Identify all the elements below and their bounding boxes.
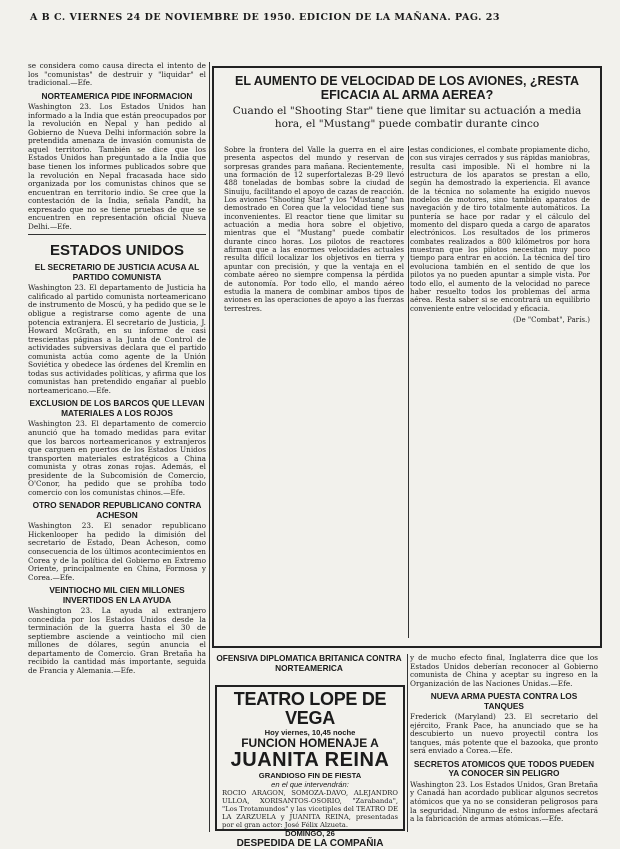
theatre-name: TEATRO LOPE DE VEGA — [233, 689, 387, 728]
feature-columns — [224, 146, 590, 638]
feature-box — [212, 66, 602, 648]
headline-justicia: EL SECRETARIO DE JUSTICIA ACUSA AL PARTIDO COMUNISTA — [34, 262, 200, 282]
theatre-cast: ROCIO ARAGON, SOMOZA-DAVO, ALEJANDRO ULLOA, XORISANTOS-OSORIO, "Zarabanda", "Los Trotamundos" y las vicetiples del TEATRO DE LA ZARZUELA y JUANITA REINA, presentadas por el gran actor: José Félix Alzueta. — [222, 789, 398, 829]
headline-senador: OTRO SENADOR REPUBLICANO CONTRA ACHESON — [32, 500, 202, 520]
column-rule — [408, 146, 409, 638]
article-barcos: Washington 23. El departamento de comercio anunció que ha tomado medidas para evitar que los barcos norteamericanos y extranjeros que carguen en puertos de los Estados Unidos transporten materiales estratégicos a China comunista y otras zonas rojas. Además, el presidente de la Subcomisión de Comercio, O'Conor, ha pedido que se prohíba todo comercio con los comunistas chinos.—Efe. — [28, 419, 206, 497]
theatre-time: Hoy viernes, 10,45 noche — [264, 728, 356, 737]
theatre-star: JUANITA REINA — [230, 749, 390, 771]
left-column — [28, 62, 206, 832]
theatre-date: DOMINGO, 26 — [285, 829, 335, 838]
headline-ofensiva: OFENSIVA DIPLOMATICA BRITANICA CONTRA NORTEAMERICA — [216, 653, 402, 673]
article-justicia: Washington 23. El departamento de Justicia ha calificado al partido comunista norteamericano de instrumento de Moscú, y ha pedido que se le obligue a registrarse como agente de una potencia extranjera. El secretario de Justicia, J. Howard McGrath, en su informe de casi trescientas páginas a la Junta de Control de actividades subversivas declara que el partido comunista actúa como agente de la Unión Soviética y obedece las órdenes del Kremlin en todas sus actividades políticas, y afirma que los comunistas han pretendido engañar al pueblo norteamericano.—Efe. — [28, 283, 206, 395]
column-rule — [209, 62, 210, 832]
right-top-text: y de mucho efecto final, Inglaterra dice que los Estados Unidos deberían reconocer al Gobierno comunista de China y aceptar su ingreso en la Organización de las Naciones Unidas.—Efe. — [410, 653, 598, 688]
feature-column-a — [224, 146, 404, 638]
feature-signature: (De "Combat", París.) — [513, 314, 590, 324]
article-ayuda: Washington 23. La ayuda al extranjero concedida por los Estados Unidos desde la terminación de la guerra hasta el 30 de septiembre asciende a veintiocho mil cien millones de dólares, según anuncia el departamento de Comercio. Gran Bretaña ha recibido la cantidad más importante, seguida de Francia y Alemania.—Efe. — [28, 606, 206, 676]
divider — [28, 234, 206, 235]
feature-text-b: estas condiciones, el combate propiamente dicho, con sus virajes cerrados y sus rápidas maniobras, resulta casi imposible. Ni el hombre ni la estructura de los aparatos se prestan a ello, según ha demostrado la experiencia. El avance de la técnica no solamente ha exigido nuevos modelos de motores, sino también aparatos de navegación y de tiro totalmente automáticos. La puntería se hace por radar y el cálculo del momento del disparo queda a cargo de aparatos electrónicos. Los resultados de los primeros combates realizados a 800 kilómetros por hora muestran que los pilotos necesitan muy poco tiempo para entrar en acción. La técnica del tiro evoluciona también en el sentido de que los pilotos ya no pueden apuntar a simple vista. Por todo ello, el aumento de la velocidad no parece haber resuelto todos los problemas del arma aérea. Resta saber si se encontrará un equilibrio conveniente entre velocidad y eficacia. — [410, 145, 590, 313]
article-senador: Washington 23. El senador republicano Hickenlooper ha pedido la dimisión del secretario de Estado, Dean Acheson, como consecuencia de los últimos acontecimientos en Corea y de la política del Gobierno en Extremo Oriente, principalmente en China, Formosa y Corea.—Efe. — [28, 521, 206, 582]
column-rule — [407, 654, 408, 832]
section-estados-unidos: ESTADOS UNIDOS — [50, 242, 184, 260]
headline-ayuda: VEINTIOCHO MIL CIEN MILLONES INVERTIDOS EN LA AYUDA — [49, 585, 185, 605]
headline-northamerica: NORTEAMERICA PIDE INFORMACION — [41, 90, 193, 101]
middle-news — [214, 654, 404, 684]
article-northamerica: Washington 23. Los Estados Unidos han informado a la India que están preocupados por la revolución en Nepal y han pedido al Gobierno de Nueva Delhi información sobre la pretendida amenaza de invasión comunista de aquel territorio. También se dice que los Estados Unidos han preguntado a la India que base tienen los informes publicados sobre que la revolución en Nepal fracasada hace sido organizada por los comunistas chinos que se encuentran en territorio indio. Se cree que la contestación de la India, señala Pandit, ha expresado que no se tiene pruebas de que se encuentren en representación oficial Nueva Delhi.—Efe. — [28, 102, 206, 231]
page-masthead: A B C. VIERNES 24 DE NOVIEMBRE DE 1950. EDICION DE LA MAÑANA. PAG. 23 — [30, 12, 500, 23]
feature-text-a: Sobre la frontera del Valle la guerra en el aire presenta aspectos del mundo y reservan de sorpresas grandes para mañana. Recientemente, una formación de 12 superfortalezas B-29 llevó 488 toneladas de bombas sobre la ciudad de Sinuiju, facilitando el apoyo de cazas de reacción. Los aviones "Shooting Star" y los "Mustang" han demostrado en Corea que la velocidad tiene sus inconvenientes. El reactor tiene que limitar su actuación a media hora sobre el objetivo, mientras que el "Mustang" puede combatir durante cinco horas. Los pilotos de reactores afirman que a las enormes velocidades actuales resulta difícil localizar los objetivos en tierra y apuntar con precisión, y que la ventaja en el combate aéreo no siempre compensa la pérdida de autonomía. Por todo ello, el mando aéreo estudia la manera de combinar ambos tipos de aviones en las operaciones de apoyo a las fuerzas terrestres. — [224, 145, 404, 313]
left-intro: se considera como causa directa el intento de los "comunistas" de destruir y "liquidar" el tradicional.—Efe. — [28, 61, 206, 88]
theatre-farewell: DESPEDIDA DE LA COMPAÑIA — [236, 838, 384, 849]
headline-barcos: EXCLUSION DE LOS BARCOS QUE LLEVAN MATERIALES A LOS ROJOS — [29, 398, 205, 418]
theatre-with: en el que intervendrán: — [271, 780, 349, 789]
feature-column-b — [410, 146, 590, 638]
article-nueva-arma: Frederick (Maryland) 23. El secretario del ejército, Frank Pace, ha anunciado que se ha descubierto un nuevo proyectil contra los tanques, más potente que el bazooka, que pronto será enviado a Corea.—Efe. — [410, 712, 598, 756]
headline-nueva-arma: NUEVA ARMA PUESTA CONTRA LOS TANQUES — [430, 691, 578, 711]
theatre-advertisement — [215, 685, 405, 849]
feature-title: EL AUMENTO DE VELOCIDAD DE LOS AVIONES, ¿RESTA EFICACIA AL ARMA AEREA? — [234, 74, 579, 102]
theatre-fiesta: GRANDIOSO FIN DE FIESTA — [258, 771, 362, 780]
theatre-event: FUNCION HOMENAJE A — [241, 736, 379, 750]
feature-subtitle: Cuando el "Shooting Star" tiene que limitar su actuación a media hora, el "Mustang" puede combatir durante cinco — [232, 105, 582, 130]
article-secretos: Washington 23. Los Estados Unidos, Gran Bretaña y Canadá han acordado publicar algunos secretos atómicos que ya no se consideran peligrosos para la seguridad. Ninguno de estos informes afectará a la fabricación de armas atómicas.—Efe. — [410, 779, 598, 824]
right-column — [410, 654, 598, 832]
headline-secretos: SECRETOS ATOMICOS QUE TODOS PUEDEN YA CONOCER SIN PELIGRO — [413, 758, 595, 779]
